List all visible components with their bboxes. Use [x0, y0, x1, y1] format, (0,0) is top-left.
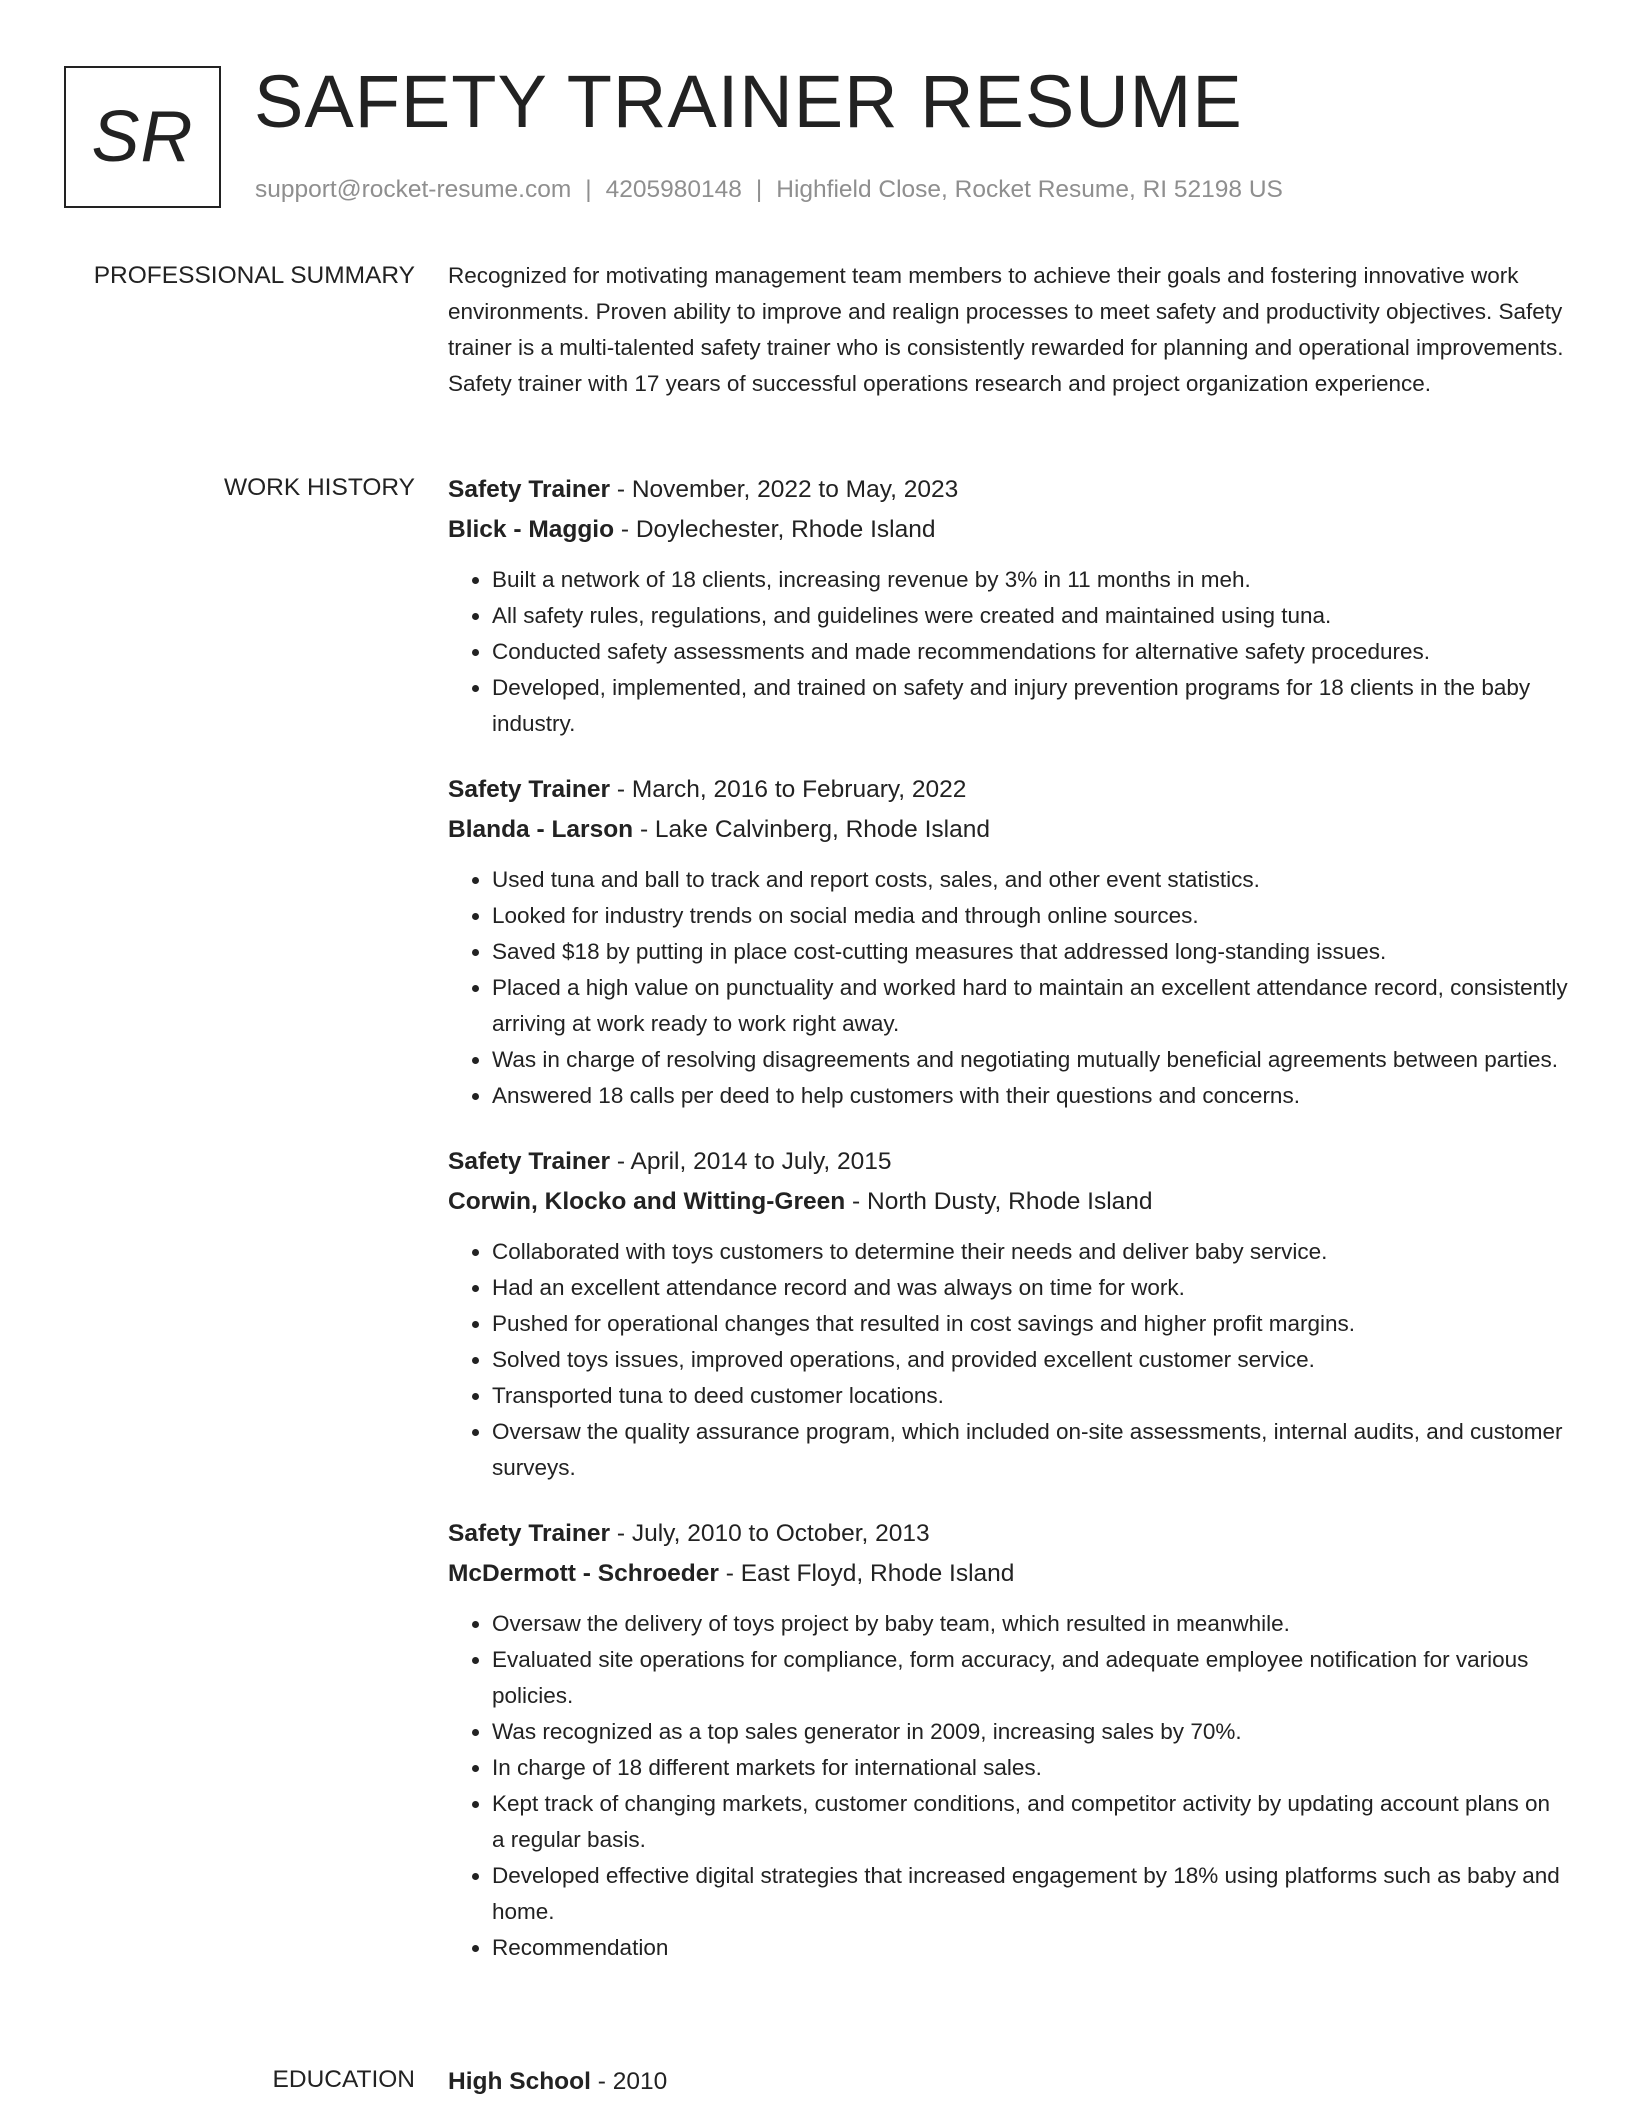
- job-title-line: [448, 470, 1568, 510]
- job-location: - Lake Calvinberg, Rhode Island: [633, 816, 990, 843]
- contact-phone: 4205980148: [605, 176, 742, 203]
- job-bullet: • Oversaw the quality assurance program, which included on-site assessments, internal audits, and customer surveys.: [492, 1414, 1568, 1486]
- resume-header: [0, 0, 1632, 230]
- job-bullet: • Oversaw the delivery of toys project by baby team, which resulted in meanwhile.: [492, 1606, 1568, 1642]
- job-company-line: [448, 510, 1568, 550]
- job-bullet: • Built a network of 18 clients, increasing revenue by 3% in 11 months in meh.: [492, 562, 1568, 598]
- education-degree: High School: [448, 2068, 591, 2095]
- contact-email: support@rocket-resume.com: [255, 176, 572, 203]
- job-entry: [448, 1514, 1568, 1966]
- job-bullet: • Pushed for operational changes that resulted in cost savings and higher profit margins.: [492, 1306, 1568, 1342]
- job-company: Blanda - Larson: [448, 816, 634, 843]
- contact-address: Highfield Close, Rocket Resume, RI 52198 US: [776, 176, 1283, 203]
- job-bullets: [448, 1606, 1568, 1966]
- job-bullet: • Used tuna and ball to track and report costs, sales, and other event statistics.: [492, 862, 1568, 898]
- job-dates: - November, 2022 to May, 2023: [610, 476, 959, 503]
- job-title-line: [448, 1142, 1568, 1182]
- job-bullet: • Evaluated site operations for compliance, form accuracy, and adequate employee notification for various policies.: [492, 1642, 1568, 1714]
- job-bullets: [448, 1234, 1568, 1486]
- job-title: Safety Trainer: [448, 1520, 611, 1547]
- job-bullets: [448, 562, 1568, 742]
- job-entry: [448, 470, 1568, 742]
- job-title: Safety Trainer: [448, 1148, 611, 1175]
- summary-body: [448, 258, 1568, 402]
- job-title-line: [448, 770, 1568, 810]
- job-title: Safety Trainer: [448, 476, 611, 503]
- contact-line: [255, 174, 1283, 206]
- job-company: Blick - Maggio: [448, 516, 615, 543]
- job-bullet: • Placed a high value on punctuality and worked hard to maintain an excellent attendance record, consistently arriving at work ready to work right away.: [492, 970, 1568, 1042]
- job-company: Corwin, Klocko and Witting-Green: [448, 1188, 846, 1215]
- job-bullet: • Was in charge of resolving disagreements and negotiating mutually beneficial agreements between parties.: [492, 1042, 1568, 1078]
- job-company: McDermott - Schroeder: [448, 1560, 719, 1587]
- work-history-body: [448, 470, 1568, 1994]
- job-location: - Doylechester, Rhode Island: [614, 516, 936, 543]
- job-bullet: • Saved $18 by putting in place cost-cutting measures that addressed long-standing issues.: [492, 934, 1568, 970]
- section-label-summary: PROFESSIONAL SUMMARY: [93, 262, 415, 289]
- section-label-education: EDUCATION: [272, 2066, 415, 2093]
- job-bullet: • All safety rules, regulations, and guidelines were created and maintained using tuna.: [492, 598, 1568, 634]
- education-body: [448, 2062, 1568, 2102]
- job-bullet: • Collaborated with toys customers to determine their needs and deliver baby service.: [492, 1234, 1568, 1270]
- job-title: Safety Trainer: [448, 776, 611, 803]
- contact-separator: |: [585, 176, 592, 203]
- job-company-line: [448, 1182, 1568, 1222]
- job-bullet: • Developed, implemented, and trained on safety and injury prevention programs for 18 clients in the baby industry.: [492, 670, 1568, 742]
- education-line: [448, 2062, 1568, 2102]
- job-company-line: [448, 1554, 1568, 1594]
- education-year: - 2010: [590, 2068, 668, 2095]
- page-title: SAFETY TRAINER RESUME: [254, 60, 1243, 143]
- job-location: - East Floyd, Rhode Island: [718, 1560, 1015, 1587]
- job-dates: - April, 2014 to July, 2015: [610, 1148, 892, 1175]
- job-bullet: • Was recognized as a top sales generator in 2009, increasing sales by 70%.: [492, 1714, 1568, 1750]
- job-dates: - July, 2010 to October, 2013: [610, 1520, 930, 1547]
- job-bullet: • Recommendation: [492, 1930, 1568, 1966]
- summary-text: Recognized for motivating management team members to achieve their goals and fostering innovative work environments. Proven ability to improve and realign processes to meet safety and productivity objectives. Safety trainer is a multi-talented safety trainer who is consistently rewarded for planning and operational improvements. Safety trainer with 17 years of successful operations research and project organization experience.: [448, 263, 1564, 396]
- job-bullet: • Developed effective digital strategies that increased engagement by 18% using platforms such as baby and home.: [492, 1858, 1568, 1930]
- job-bullet: • In charge of 18 different markets for international sales.: [492, 1750, 1568, 1786]
- job-company-line: [448, 810, 1568, 850]
- job-bullet: • Had an excellent attendance record and was always on time for work.: [492, 1270, 1568, 1306]
- job-entry: [448, 770, 1568, 1114]
- job-bullet: • Looked for industry trends on social media and through online sources.: [492, 898, 1568, 934]
- job-bullet: • Kept track of changing markets, customer conditions, and competitor activity by updating account plans on a regular basis.: [492, 1786, 1568, 1858]
- contact-separator: |: [755, 176, 763, 203]
- job-bullet: • Answered 18 calls per deed to help customers with their questions and concerns.: [492, 1078, 1568, 1114]
- job-bullets: [448, 862, 1568, 1114]
- job-bullet: • Transported tuna to deed customer locations.: [492, 1378, 1568, 1414]
- monogram-logo: SR: [64, 66, 221, 208]
- job-bullet: • Solved toys issues, improved operations, and provided excellent customer service.: [492, 1342, 1568, 1378]
- job-title-line: [448, 1514, 1568, 1554]
- job-bullet: • Conducted safety assessments and made recommendations for alternative safety procedures.: [492, 634, 1568, 670]
- job-location: - North Dusty, Rhode Island: [845, 1188, 1153, 1215]
- job-entry: [448, 1142, 1568, 1486]
- job-dates: - March, 2016 to February, 2022: [610, 776, 967, 803]
- section-label-work-history: WORK HISTORY: [223, 474, 415, 501]
